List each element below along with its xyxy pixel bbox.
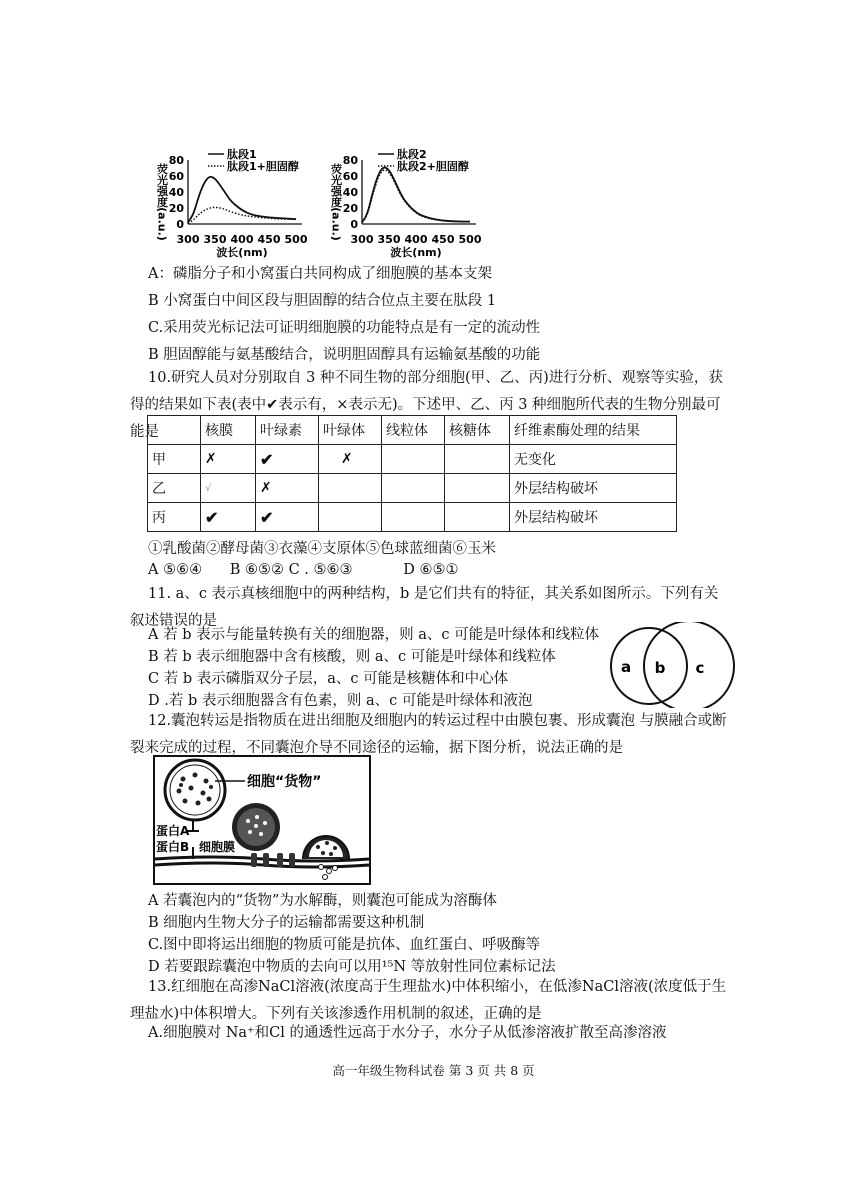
table-cell bbox=[445, 474, 510, 503]
chart-1-xtick: 400 bbox=[230, 233, 254, 246]
chart-2-xlabel: 波长(nm) bbox=[390, 246, 442, 258]
chart-1-ylabel: 荧光强度(a.u.) bbox=[155, 163, 169, 241]
table-cell: 外层结构破坏 bbox=[510, 503, 677, 532]
chart-2-plot bbox=[362, 168, 470, 223]
table-cell: ✔ bbox=[201, 503, 256, 532]
chart-2-legend-label-0: 肽段2 bbox=[397, 148, 427, 161]
table-cell: 丙 bbox=[148, 503, 201, 532]
q10-stem: 10.研究人员对分别取自 3 种不同生物的部分细胞(甲、乙、丙)进行分析、观察等实验，获得的结果如下表(表中✔表示有，×表示无)。下述甲、乙、丙 3 种细胞所代表的生物分别最可能是 bbox=[130, 370, 723, 440]
chart-1-ytick: 40 bbox=[168, 186, 184, 199]
table-cell: 外层结构破坏 bbox=[510, 474, 677, 503]
table-header-cell: 叶绿体 bbox=[319, 416, 382, 445]
table-cell bbox=[382, 474, 445, 503]
table-cell: ✗ bbox=[201, 445, 256, 474]
table-cell bbox=[319, 474, 382, 503]
q12-option-d: D 若要跟踪囊泡中物质的去向可以用¹⁵N 等放射性同位素标记法 bbox=[148, 959, 556, 975]
chart-2-xticks bbox=[351, 233, 482, 246]
series-line-0 bbox=[362, 168, 470, 223]
table-header-cell: 核糖体 bbox=[445, 416, 510, 445]
table-cell bbox=[445, 445, 510, 474]
table-cell: ✔ bbox=[256, 445, 319, 474]
page-footer: 高一年级生物科试卷 第 3 页 共 8 页 bbox=[332, 1063, 535, 1078]
venn-label-a: a bbox=[620, 658, 632, 676]
chart-1-xtick: 500 bbox=[284, 233, 308, 246]
q12-stem: 12.囊泡转运是指物质在进出细胞及细胞内的转运过程中由膜包裹、形成囊泡 与膜融合或断裂来完成的过程，不同囊泡介导不同途径的运输，据下图分析，说法正确的是 bbox=[130, 713, 727, 756]
chart-2-yticks bbox=[343, 154, 359, 231]
chart-2-xtick: 450 bbox=[431, 233, 455, 246]
q11-option-d: D .若 b 表示细胞器含有色素，则 a、c 可能是叶绿体和液泡 bbox=[148, 693, 533, 709]
figure-label-membrane: 细胞膜 bbox=[199, 840, 236, 854]
table-cell bbox=[445, 503, 510, 532]
q9-option-b: B 小窝蛋白中间区段与胆固醇的结合位点主要在肽段 1 bbox=[148, 293, 497, 309]
table-cell: ✔ bbox=[256, 503, 319, 532]
table-header-cell: 叶绿素 bbox=[256, 416, 319, 445]
table-cell bbox=[382, 503, 445, 532]
q13-option-a: A.细胞膜对 Na⁺和Cl 的通透性远高于水分子，水分子从低渗溶液扩散至高渗溶液 bbox=[148, 1025, 667, 1041]
chart-1-legend bbox=[208, 147, 299, 173]
chart-2-legend-label-1: 肽段2+胆固醇 bbox=[397, 160, 469, 173]
chart-2-ytick: 20 bbox=[342, 202, 358, 215]
q9-option-d: B 胆固醇能与氨基酸结合，说明胆固醇具有运输氨基酸的功能 bbox=[148, 347, 541, 363]
q11-option-b: B 若 b 表示细胞器中含有核酸，则 a、c 可能是叶绿体和线粒体 bbox=[148, 649, 556, 665]
chart-1-legend-label-1: 肽段1+胆固醇 bbox=[227, 160, 299, 173]
q12-option-c: C.图中即将运出细胞的物质可能是抗体、血红蛋白、呼吸酶等 bbox=[148, 937, 541, 953]
chart-1-xtick: 450 bbox=[257, 233, 281, 246]
table-row bbox=[148, 503, 677, 532]
q9-option-a: A：磷脂分子和小窝蛋白共同构成了细胞膜的基本支架 bbox=[148, 266, 492, 282]
chart-1-xlabel: 波长(nm) bbox=[216, 246, 268, 258]
table-row bbox=[148, 474, 677, 503]
table-header-cell: 纤维素酶处理的结果 bbox=[510, 416, 677, 445]
table-cell: ✗ bbox=[319, 445, 382, 474]
table-cell: ✗ bbox=[256, 474, 319, 503]
venn-label-b: b bbox=[654, 659, 666, 677]
chart-peptide-1 bbox=[152, 146, 320, 258]
table-cell bbox=[319, 503, 382, 532]
venn-label-c: c bbox=[695, 659, 705, 677]
table-cell: √ bbox=[201, 474, 256, 503]
vesicle-transport-figure bbox=[153, 755, 371, 885]
table-header-cell: 线粒体 bbox=[382, 416, 445, 445]
chart-2-xtick: 350 bbox=[377, 233, 401, 246]
table-row bbox=[148, 445, 677, 474]
q12-option-b: B 细胞内生物大分子的运输都需要这种机制 bbox=[148, 915, 425, 931]
chart-1-legend-label-0: 肽段1 bbox=[227, 148, 257, 161]
chart-2-ytick: 80 bbox=[342, 154, 358, 167]
chart-1-ytick: 20 bbox=[168, 202, 184, 215]
table-header-cell bbox=[148, 416, 201, 445]
table-cell: 乙 bbox=[148, 474, 201, 503]
q11-option-a: A 若 b 表示与能量转换有关的细胞器，则 a、c 可能是叶绿体和线粒体 bbox=[148, 627, 600, 643]
q10-choices: ①乳酸菌②酵母菌③衣藻④支原体⑤色球蓝细菌⑥玉米 bbox=[148, 541, 496, 557]
q9-option-c: C.采用荧光标记法可证明细胞膜的功能特点是有一定的流动性 bbox=[148, 320, 541, 336]
chart-1-xticks bbox=[177, 233, 308, 246]
chart-peptide-2 bbox=[326, 146, 494, 258]
figure-label-protein-b: 蛋白B bbox=[156, 840, 190, 854]
figure-label-cargo: 细胞“货物” bbox=[247, 774, 322, 790]
chart-2-ylabel: 荧光强度(a.u.) bbox=[329, 163, 343, 241]
chart-1-ytick: 0 bbox=[176, 218, 184, 231]
chart-2-ytick: 40 bbox=[342, 186, 358, 199]
chart-2-legend bbox=[378, 147, 469, 173]
chart-2-ytick: 60 bbox=[342, 170, 358, 183]
table-cell bbox=[382, 445, 445, 474]
table-cell: 甲 bbox=[148, 445, 201, 474]
table-header-cell: 核膜 bbox=[201, 416, 256, 445]
q11-option-c: C 若 b 表示磷脂双分子层，a、c 可能是核糖体和中心体 bbox=[148, 671, 509, 687]
q12-option-a: A 若囊泡内的“货物”为水解酶，则囊泡可能成为溶酶体 bbox=[148, 893, 497, 909]
chart-1-ytick: 80 bbox=[168, 154, 184, 167]
table-cell: 无变化 bbox=[510, 445, 677, 474]
chart-2-xtick: 300 bbox=[350, 233, 374, 246]
chart-1-xtick: 350 bbox=[203, 233, 227, 246]
table-header-row bbox=[148, 416, 677, 445]
figure-label-protein-a: 蛋白A bbox=[156, 824, 190, 838]
chart-1-ytick: 60 bbox=[168, 170, 184, 183]
venn-diagram bbox=[604, 622, 736, 708]
chart-2-xtick: 400 bbox=[404, 233, 428, 246]
chart-2-ytick: 0 bbox=[350, 218, 358, 231]
chart-1-xtick: 300 bbox=[176, 233, 200, 246]
chart-1-plot bbox=[188, 177, 296, 223]
chart-2-xtick: 500 bbox=[458, 233, 482, 246]
q11-stem: 11. a、c 表示真核细胞中的两种结构，b 是它们共有的特征，其关系如图所示。下列有关叙述错误的是 bbox=[130, 586, 719, 629]
q10-table bbox=[147, 415, 677, 532]
chart-1-yticks bbox=[169, 154, 185, 231]
q10-options: A ⑤⑥④ B ⑥⑤② C . ⑤⑥③ D ⑥⑤① bbox=[148, 562, 459, 578]
q13-stem: 13.红细胞在高渗NaCl溶液(浓度高于生理盐水)中体积缩小，在低渗NaCl溶液(浓度低于生理盐水)中体积增大。下列有关该渗透作用机制的叙述，正确的是 bbox=[130, 979, 727, 1022]
